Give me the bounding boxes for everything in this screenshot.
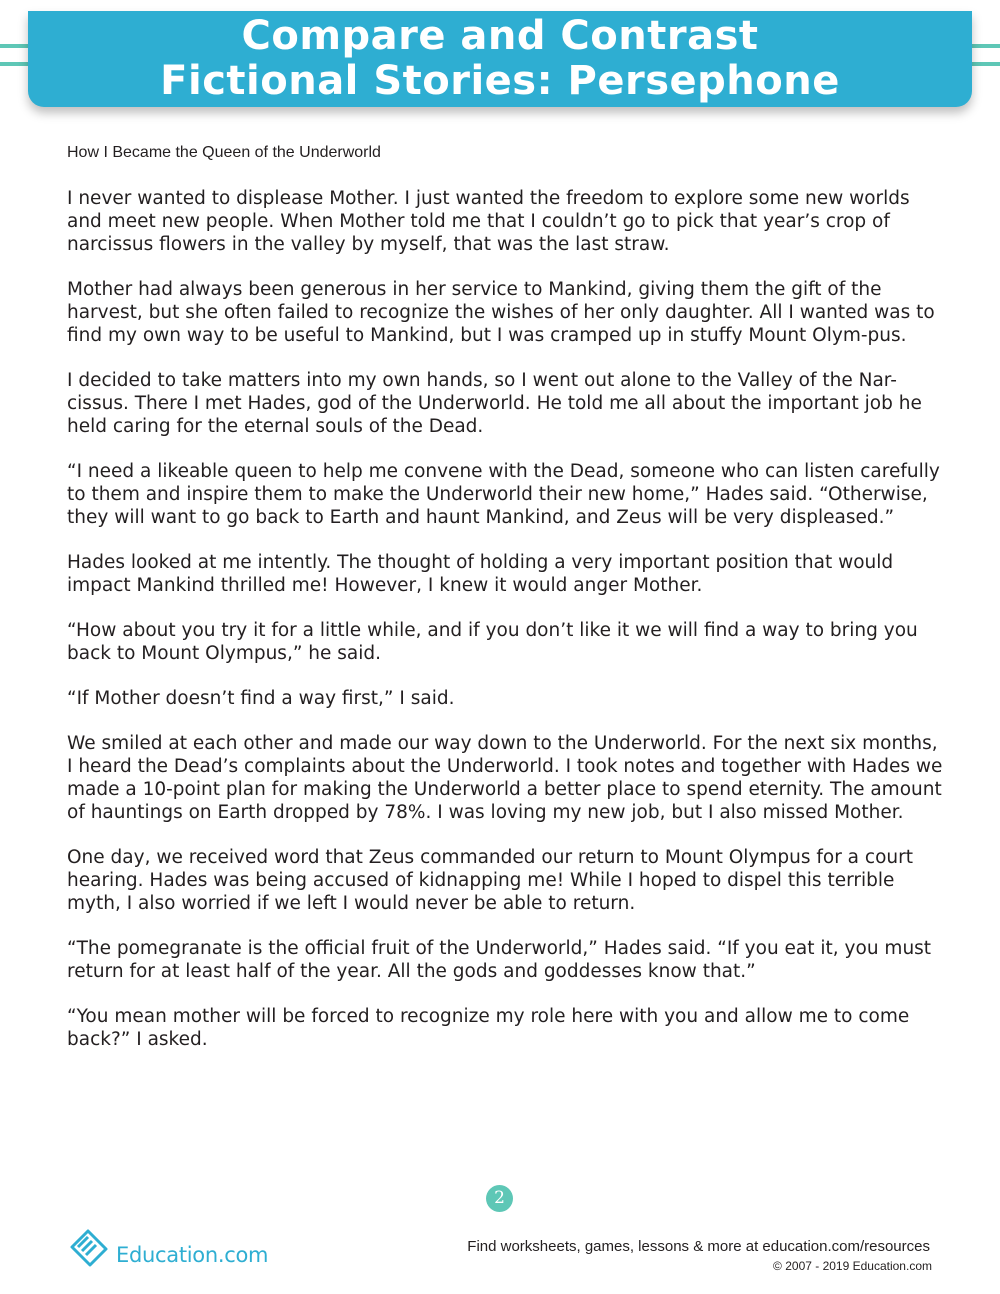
story-paragraph: “The pomegranate is the official fruit of the Underworld,” Hades said. “If you eat it, you must return for at least half of the year. All the gods and goddesses know that.” (67, 938, 932, 982)
decorative-stripe (970, 44, 1000, 48)
story-paragraph: One day, we received word that Zeus commanded our return to Mount Olympus for a court hearing. Hades was being accused of kidnapping me! While I hoped to dispel this terrible myth, I also worried if we left I would never be able to return. (67, 847, 913, 914)
copyright-text: © 2007 - 2019 Education.com (773, 1259, 932, 1273)
footer-tagline[interactable]: Find worksheets, games, lessons & more at education.com/resources (467, 1238, 930, 1255)
education-logo[interactable] (68, 1228, 268, 1268)
decorative-stripe (970, 62, 1000, 66)
pencil-logo-icon (68, 1228, 112, 1268)
page-title-line-1: Compare and Contrast (241, 13, 759, 59)
story-paragraph: “How about you try it for a little while, and if you don’t like it we will find a way to bring you back to Mount Olympus,” he said. (67, 620, 918, 664)
story-body (67, 187, 947, 1073)
story-paragraph: Mother had always been generous in her service to Mankind, giving them the gift of the harvest, but she often failed to recognize the wishes of her only daughter. All I wanted was to find my own way to be useful to Mankind, but I was cramped up in stuffy Mount Olym-pus. (67, 279, 935, 346)
logo-text: Education.com (116, 1243, 269, 1267)
decorative-stripe (0, 62, 30, 66)
story-paragraph: I never wanted to displease Mother. I just wanted the freedom to explore some new worlds and meet new people. When Mother told me that I couldn’t go to pick that year’s crop of narcissus flowers in the valley by myself, that was the last straw. (67, 188, 910, 255)
story-paragraph: “You mean mother will be forced to recognize my role here with you and allow me to come back?” I asked. (67, 1006, 910, 1050)
decorative-stripe (0, 44, 30, 48)
story-paragraph: We smiled at each other and made our way down to the Underworld. For the next six months, I heard the Dead’s complaints about the Underworld. I took notes and together with Hades we made a 10-point plan for making the Underworld a better place to spend eternity. The amount of hauntings on Earth dropped by 78%. I was loving my new job, but I also missed Mother. (67, 733, 943, 823)
story-paragraph: I decided to take matters into my own hands, so I went out alone to the Valley of the Nar-cissus. There I met Hades, god of the Underworld. He told me all about the important job he held caring for the eternal souls of the Dead. (67, 370, 922, 437)
page-title-line-2: Fictional Stories: Persephone (160, 58, 840, 104)
story-title: How I Became the Queen of the Underworld (67, 144, 381, 161)
story-paragraph: “If Mother doesn’t find a way first,” I said. (67, 688, 455, 709)
title-banner (28, 11, 972, 107)
story-paragraph: “I need a likeable queen to help me convene with the Dead, someone who can listen carefully to them and inspire them to make the Underworld their new home,” Hades said. “Otherwise, they will want to go back to Earth and haunt Mankind, and Zeus will be very displeased.” (67, 461, 940, 528)
page-number-badge: 2 (486, 1185, 513, 1212)
story-paragraph: Hades looked at me intently. The thought of holding a very important position that would impact Mankind thrilled me! However, I knew it would anger Mother. (67, 552, 894, 596)
